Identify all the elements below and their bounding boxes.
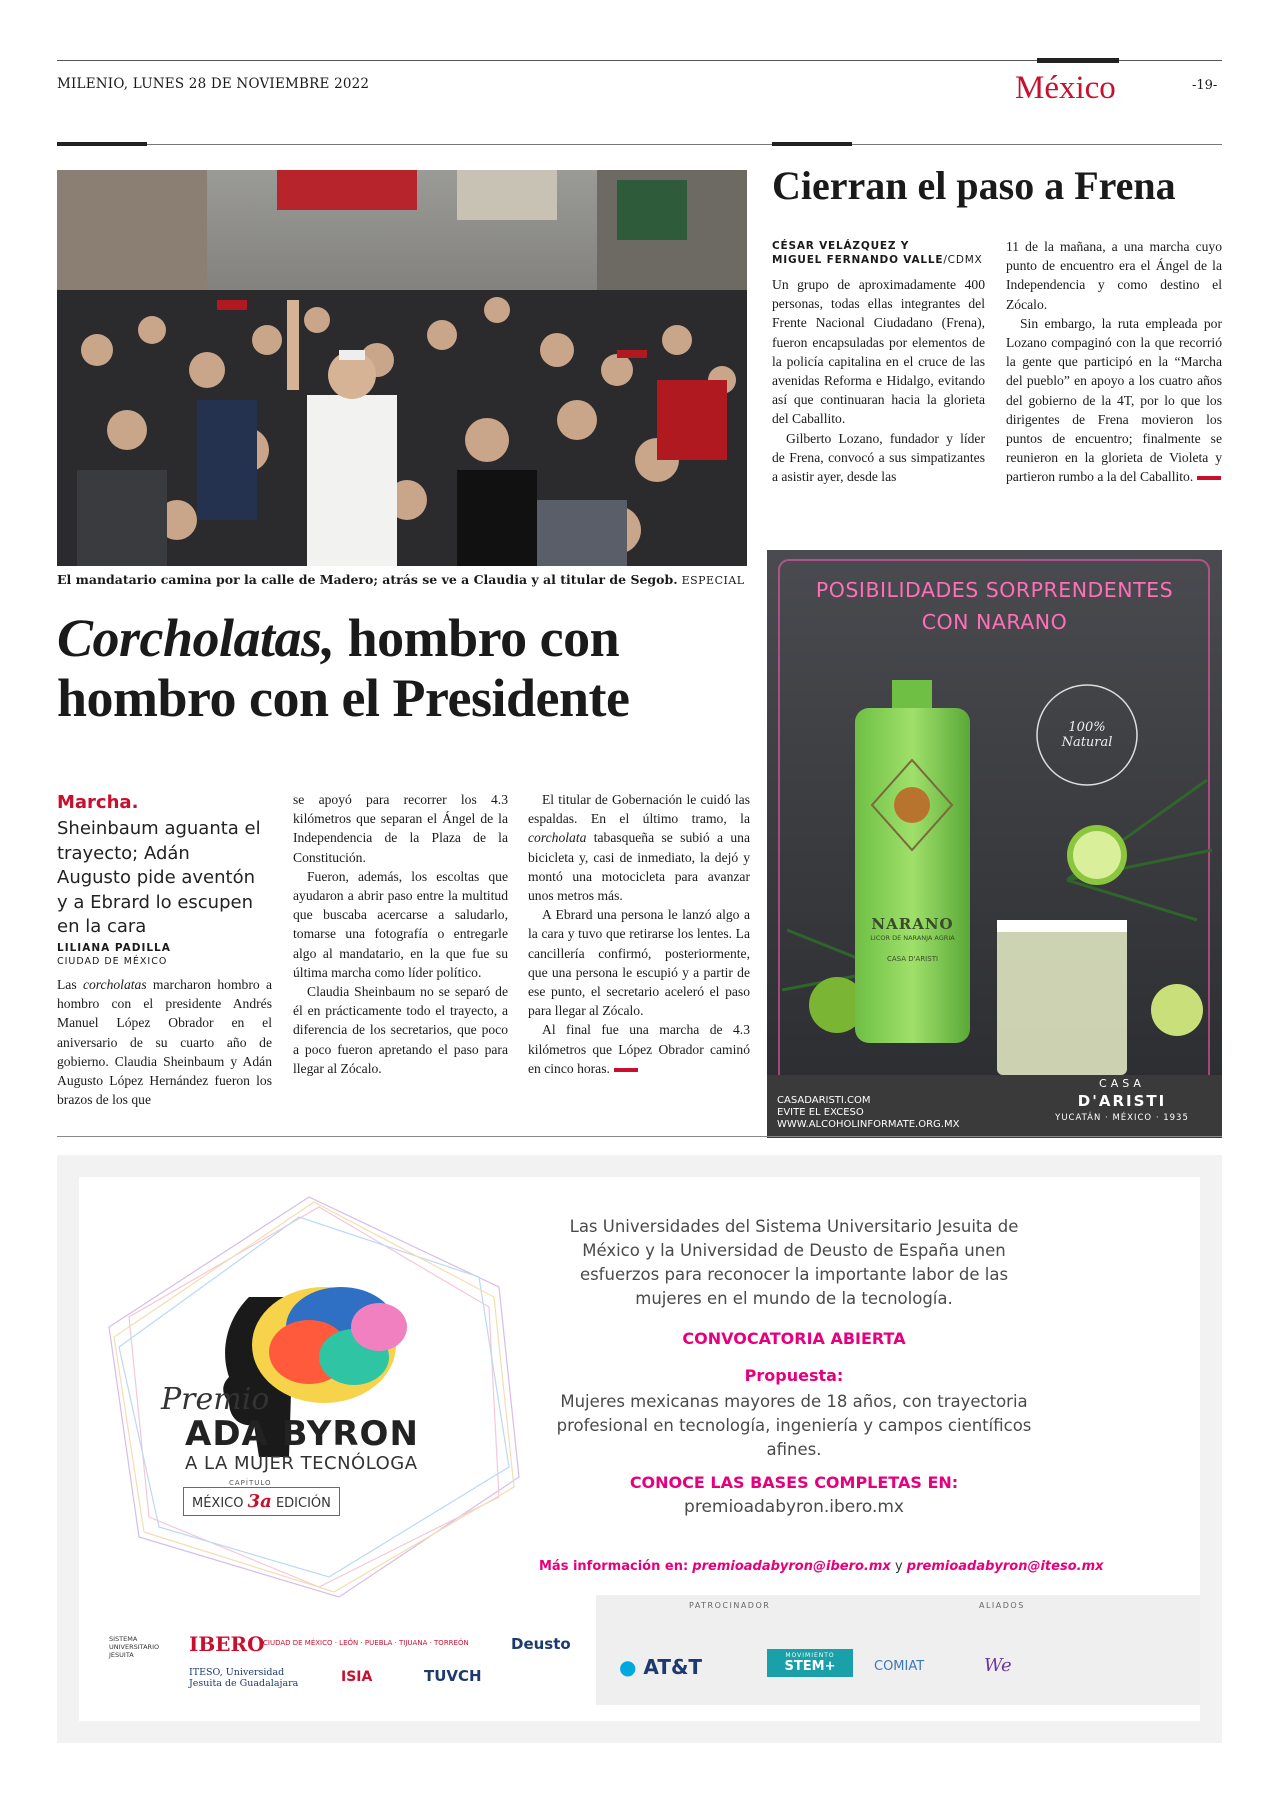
paragraph: se apoyó para recorrer los 4.3 kilómetros que separan el Ángel de la Independencia de la Plaza de la Constitución. [293,792,508,865]
right-column-tab [772,142,852,146]
paragraph: A Ebrard una persona le lanzó algo a la cara y tuvo que retirarse los lentes. La cancillería confirmó, posteriormente, que una persona le escupió y a partir de ese punto, el secretario aceleró el paso para llegar al Zócalo. [528,907,750,1019]
byline-location: /CDMX [943,254,983,266]
narano-ad[interactable] [767,550,1222,1138]
premio-label: Premio [161,1382,270,1417]
section-divider [57,1136,1222,1137]
sponsor-label: PATROCINADOR [689,1601,771,1610]
side-headline: Cierran el paso a Frena [772,163,1176,208]
body-column-3 [528,790,750,1078]
side-byline [772,239,983,267]
ada-title: ADA BYRON [185,1414,419,1454]
ibero-logo: IBERO [189,1632,265,1656]
bottle-casa: CASA D'ARISTI [886,955,939,963]
daristi-label: D'ARISTI [1077,1092,1167,1110]
paragraph: Al final fue una marcha de 4.3 kilómetros que López Obrador caminó en cinco horas. [528,1022,750,1076]
text-run: marcharon hombro a hombro con el presidente Andrés Manuel López Obrador en el aniversario de su cuarto año de gobierno. Claudia Sheinbaum y Adán Augusto López Hernández fueron los brazos de los que [57,977,272,1108]
ada-subtitle: A LA MUJER TECNÓLOGA [185,1453,418,1474]
ad-intro: Las Universidades del Sistema Universitario Jesuita de México y la Universidad de Deusto de España unen esfuerzos para reconocer la importante labor de las mujeres en el mundo de la tecnología. [569,1217,1019,1308]
byline-line: MIGUEL FERNANDO VALLE [772,254,944,266]
neon-line-2: CON NARANO [921,610,1068,634]
origin-label: YUCATÁN · MÉXICO · 1935 [1055,1113,1189,1123]
side-column-2 [1006,237,1222,487]
caption-text: El mandatario camina por la calle de Madero; atrás se ve a Claudia y al titular de Segob. [57,572,678,587]
footer-warning: EVITE EL EXCESO [777,1107,864,1118]
end-mark [1197,476,1221,480]
side-column-1 [772,275,985,486]
text-italic: corcholata [528,830,587,846]
edition-label: EDICIÓN [275,1496,331,1511]
neon-line-1: POSIBILIDADES SORPRENDENTES [815,578,1174,602]
stem-logo [767,1649,853,1677]
footer-url[interactable]: CASADARISTI.COM [777,1095,871,1106]
info-email-2[interactable]: premioadabyron@iteso.mx [906,1559,1104,1574]
iteso-logo: ITESO, Universidad Jesuita de Guadalajara [189,1667,299,1689]
byline-author: LILIANA PADILLA [57,942,171,954]
footer-url-2[interactable]: WWW.ALCOHOLINFORMATE.ORG.MX [777,1119,960,1130]
photo-caption [57,572,757,587]
paragraph: Un grupo de aproximadamente 400 personas, todas ellas integrantes del Frente Nacional Ciudadano (Frena), fueron encapsuladas por elementos de la policía capitalina en el cruce de las avenidas Reforma e Hidalgo, evitando así que continuaran hacia la glorieta del Caballito. [772,277,985,427]
byline-line: CÉSAR VELÁZQUEZ Y [772,240,910,252]
caption-credit: ESPECIAL [681,574,745,587]
bases-label: CONOCE LAS BASES COMPLETAS EN: [629,1473,959,1492]
isia-logo: ISIA [341,1669,373,1685]
info-line [539,1559,1104,1574]
date-line: MILENIO, LUNES 28 DE NOVIEMBRE 2022 [57,76,370,92]
paragraph: Claudia Sheinbaum no se separó de él en prácticamente todo el trayecto, a diferencia de los secretarios, que poco a poco fueron apretando el paso para llegar al Zócalo. [293,984,508,1076]
we-logo: We [984,1655,1012,1676]
tuvch-logo: TUVCH [424,1667,482,1685]
paragraph: Fueron, además, los escoltas que ayudaron a abrir paso entre la multitud que buscaba acercarse a saludarlo, tomarse una fotografía o entregarle algo al mandatario, en la que fue su última marcha como líder político. [293,868,508,980]
crowd-photo [57,170,747,566]
section-name: México [1015,70,1116,106]
kicker: Marcha. [57,792,139,813]
info-and: y [894,1559,903,1574]
headline-italic: Corcholatas, [57,608,335,668]
text-italic: corcholatas [82,977,147,992]
text-run: Las [57,977,83,992]
headline-rest: hombro con hombro con el Presidente [57,608,630,728]
text-run: tabasqueña se subió a una bicicleta y, casi de inmediato, la dejó y montó una motocicleta para avanzar unos metros más. [528,830,750,904]
edition-badge [183,1487,340,1516]
body-column-2 [293,790,508,1078]
convocatoria-label: CONVOCATORIA ABIERTA [682,1329,906,1348]
stem-label: STEM+ [784,1659,836,1674]
att-label: AT&T [643,1655,703,1679]
info-label: Más información en: [539,1559,689,1574]
stem-top: MOVIMIENTO [785,1652,835,1659]
header-bottom-rule [57,144,1222,145]
ad-footer [777,1095,959,1131]
sponsors-strip [596,1595,1200,1705]
end-mark [614,1068,638,1072]
propuesta-text: Mujeres mexicanas mayores de 18 años, con trayectoria profesional en tecnología, ingeniería y campos científicos afines. [556,1392,1032,1459]
allies-label: ALIADOS [979,1601,1025,1610]
bases-url[interactable]: premioadabyron.ibero.mx [684,1497,904,1517]
main-headline [57,608,757,728]
att-logo: ● AT&T [619,1655,703,1679]
ad-panel [79,1177,1200,1721]
page-number: -19- [1192,78,1218,93]
paragraph: Gilberto Lozano, fundador y líder de Frena, convocó a sus simpatizantes a asistir ayer, desde las [772,430,985,485]
comiat-logo: COMIAT [874,1659,925,1674]
paragraph: Sin embargo, la ruta empleada por Lozano compaginó con la que recorrió la gente que participó en la “Marcha del pueblo” en apoyo a los cuatro años del gobierno de la 4T, por lo que los dirigentes de Frena movieron los puntos de encuentro; finalmente se reunieron en la glorieta de Violeta y partieron rumbo a la del Caballito. [1006,315,1222,485]
edition-country: MÉXICO [192,1496,244,1511]
bottle-sub: LICOR DE NARANJA AGRIA [870,934,955,942]
ibero-cities: CIUDAD DE MÉXICO · LEÓN · PUEBLA · TIJUANA · TORREÓN [263,1639,469,1647]
left-column-tab [57,142,147,146]
natural-seal: 100% Natural [1061,720,1113,750]
body-column-1 [57,975,272,1109]
casa-label: CASA [1099,1077,1145,1090]
text-run: El titular de Gobernación le cuidó las espaldas. En el último tramo, la [528,792,750,827]
deusto-logo: Deusto [511,1635,571,1653]
ada-byron-ad[interactable] [57,1155,1222,1743]
deck: Sheinbaum aguanta el trayecto; Adán Augusto pide aventón y a Ebrard lo escupen en la cara [57,818,261,937]
byline-location: CIUDAD DE MÉXICO [57,956,168,967]
capitulo-label: CAPÍTULO [229,1479,272,1487]
edition-number: 3a [247,1491,272,1512]
suj-logo: SISTEMA UNIVERSITARIO JESUITA [109,1635,160,1659]
paragraph: 11 de la mañana, a una marcha cuyo punto de encuentro era el Ángel de la Independencia y como destino el Zócalo. [1006,239,1222,312]
bottle-brand: NARANO [871,915,954,933]
propuesta-label: Propuesta: [744,1366,844,1385]
info-email-1[interactable]: premioadabyron@ibero.mx [692,1559,891,1574]
section-tab-mark [1037,58,1119,63]
